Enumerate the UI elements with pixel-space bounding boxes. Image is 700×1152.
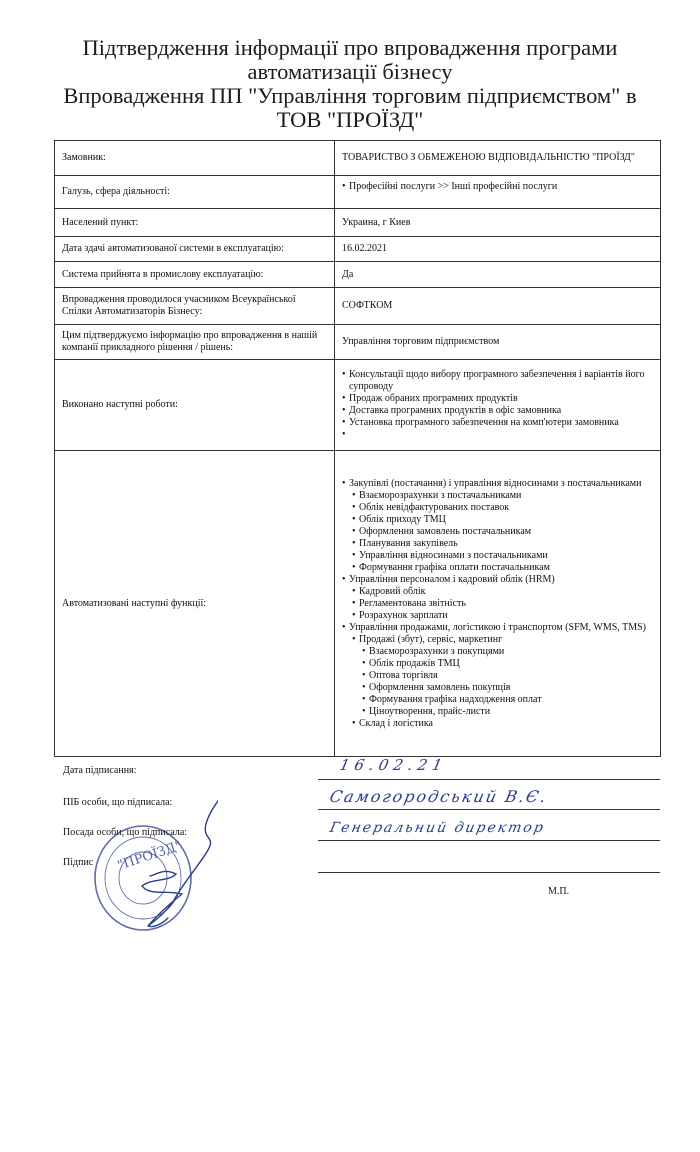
stamp-company-name: "ПРОЇЗД" [115,838,184,874]
city-label: Населений пункт: [55,209,335,237]
function-item: • Закупівлі (постачання) і управління відносинами з постачальниками [342,478,653,490]
industry-item: • Професійні послуги >> Інші професійні послуги [342,181,653,193]
function-item: • Формування графіка надходження оплат [362,694,653,706]
function-item: • Управління персоналом і кадровий облік (HRM) [342,574,653,586]
date-label: Дата здачі автоматизованої системи в експлуатацію: [55,237,335,262]
date-signed-line [318,779,660,780]
signature-line [318,872,660,873]
function-item: • Розрахунок зарплати [352,610,653,622]
industry-label: Галузь, сфера діяльності: [55,176,335,209]
title-line-1: Підтвердження інформації про впровадження програми [82,35,618,60]
city-value: Украина, г Киев [335,209,661,237]
date-signed-label: Дата підписання: [63,765,137,776]
function-item: • Продажі (збут), сервіс, маркетинг [352,634,653,646]
function-item: • Планування закупівель [352,538,653,550]
signer-name-label: ПІБ особи, що підписала: [63,797,173,808]
signer-position-line [318,840,660,841]
function-item: • Оформлення замовлень покупців [362,682,653,694]
accepted-value: Да [335,262,661,288]
accepted-label: Система прийнята в промислову експлуатацію: [55,262,335,288]
works-label: Виконано наступні роботи: [55,360,335,451]
works-item: • Продаж обраних програмних продуктів [342,393,653,405]
solution-label: Цим підтверджуємо інформацію про впровадження в нашій компанії прикладного рішення / рішень: [55,325,335,360]
function-item: • Ціноутворення, прайс-листи [362,706,653,718]
customer-value: ТОВАРИСТВО З ОБМЕЖЕНОЮ ВІДПОВІДАЛЬНІСТЮ "ПРОЇЗД" [335,141,661,176]
customer-label: Замовник: [55,141,335,176]
title-line-2: автоматизації бізнесу [247,59,453,84]
function-item: • Регламентована звітність [352,598,653,610]
solution-value: Управління торговим підприємством [335,325,661,360]
function-item: • Взаєморозрахунки з покупцями [362,646,653,658]
function-item: • Формування графіка оплати постачальникам [352,562,653,574]
function-item: • Облік продажів ТМЦ [362,658,653,670]
signer-name-handwritten: Самогородський В.Є. [327,787,550,806]
function-item: • Облік приходу ТМЦ [352,514,653,526]
signer-name-line [318,809,660,810]
function-item: • Управління відносинами з постачальниками [352,550,653,562]
function-item: • Склад і логістика [352,718,653,730]
functions-label: Автоматизовані наступні функції: [55,451,335,757]
title-line-4: ТОВ "ПРОЇЗД" [276,107,424,132]
works-item: • Консультації щодо вибору програмного забезпечення і варіантів його супроводу [342,369,653,393]
function-item: • Оптова торгівля [362,670,653,682]
function-item: • Облік невідфактурованих поставок [352,502,653,514]
signature-label: Підпис [63,857,94,868]
function-item: • Оформлення замовлень постачальникам [352,526,653,538]
implementer-value: СОФТКОМ [335,288,661,325]
function-item: • Взаєморозрахунки з постачальниками [352,490,653,502]
date-value: 16.02.2021 [335,237,661,262]
works-item: • Установка програмного забезпечення на комп'ютери замовника [342,417,653,429]
signer-position-label: Посада особи, що підписала: [63,827,188,838]
function-item: • Управління продажами, логістикою і транспортом (SFM, WMS, TMS) [342,622,653,634]
works-item: • Доставка програмних продуктів в офіс замовника [342,405,653,417]
stamp-place-label: М.П. [548,886,570,897]
implementer-label: Впровадження проводилося учасником Всеукраїнської Спілки Автоматизаторів Бізнесу: [55,288,335,325]
company-stamp-and-signature [88,778,218,950]
date-signed-handwritten: 16.02.21 [338,756,449,774]
signer-position-handwritten: Генеральний директор [328,820,547,836]
title-line-3: Впровадження ПП "Управління торговим підприємством" в [63,83,637,108]
function-item: • Кадровий облік [352,586,653,598]
